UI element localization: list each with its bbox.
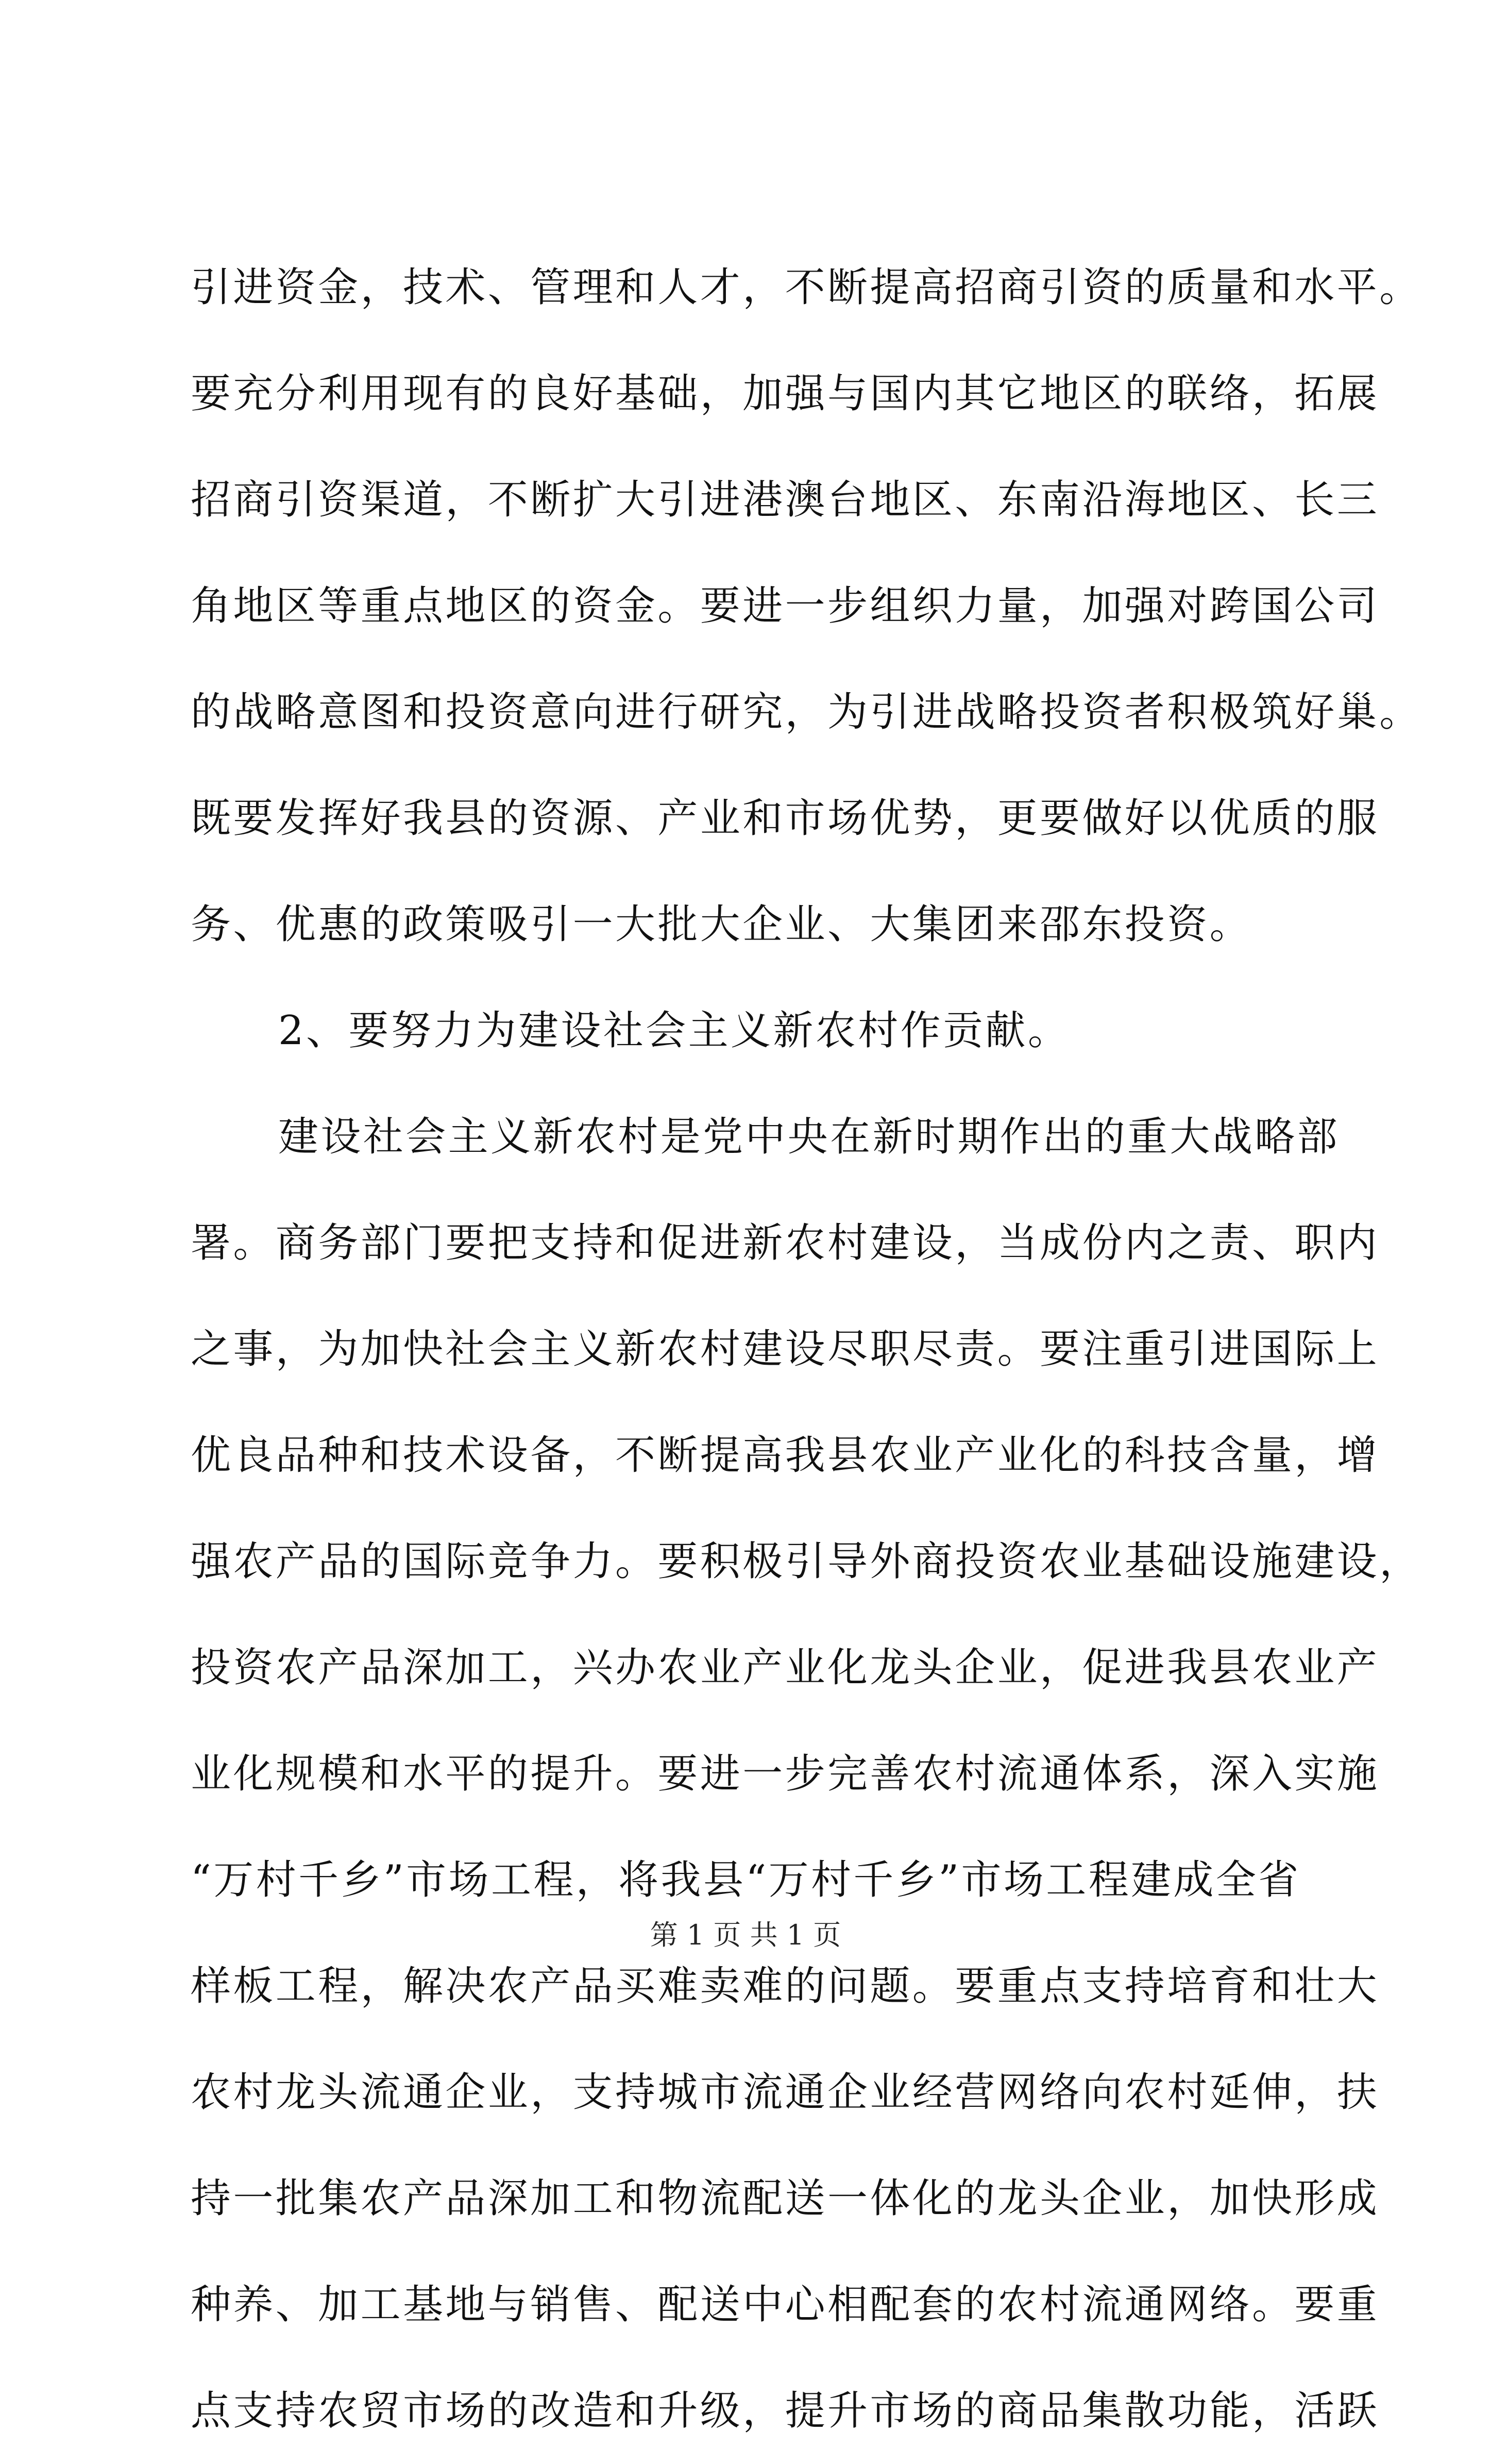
text-line: 引进资金，技术、管理和人才，不断提高招商引资的质量和水平。 — [191, 264, 1422, 311]
text-line: 要充分利用现有的良好基础，加强与国内其它地区的联络，拓展 — [191, 371, 1380, 417]
text-line: 招商引资渠道，不断扩大引进港澳台地区、东南沿海地区、长三 — [191, 477, 1380, 523]
text-line: 业化规模和水平的提升。要进一步完善农村流通体系，深入实施 — [191, 1751, 1380, 1797]
text-line: 既要发挥好我县的资源、产业和市场优势，更要做好以优质的服 — [191, 795, 1380, 842]
text-line: 投资农产品深加工，兴办农业产业化龙头企业，促进我县农业产 — [191, 1645, 1380, 1691]
text-line: 持一批集农产品深加工和物流配送一体化的龙头企业，加快形成 — [191, 2175, 1380, 2222]
text-line: 优良品种和技术设备，不断提高我县农业产业化的科技含量，增 — [191, 1432, 1380, 1479]
text-line: “万村千乡”市场工程，将我县“万村千乡”市场工程建成全省 — [191, 1857, 1301, 1903]
text-line: 2、要努力为建设社会主义新农村作贡献。 — [278, 1008, 1071, 1054]
text-line: 点支持农贸市场的改造和升级，提升市场的商品集散功能，活跃 — [191, 2388, 1380, 2434]
text-line: 样板工程，解决农产品买难卖难的问题。要重点支持培育和壮大 — [191, 1963, 1380, 2009]
text-line: 务、优惠的政策吸引一大批大企业、大集团来邵东投资。 — [191, 901, 1252, 948]
text-line: 建设社会主义新农村是党中央在新时期作出的重大战略部 — [278, 1114, 1340, 1160]
text-line: 农村龙头流通企业，支持城市流通企业经营网络向农村延伸，扶 — [191, 2069, 1380, 2116]
document-body — [191, 234, 1422, 2464]
text-line: 强农产品的国际竞争力。要积极引导外商投资农业基础设施建设， — [191, 1538, 1422, 1585]
text-line: 署。商务部门要把支持和促进新农村建设，当成份内之责、职内 — [191, 1220, 1380, 1266]
text-line: 之事，为加快社会主义新农村建设尽职尽责。要注重引进国际上 — [191, 1326, 1380, 1372]
page-footer: 第 1 页 共 1 页 — [650, 1919, 841, 1951]
text-line: 的战略意图和投资意向进行研究，为引进战略投资者积极筑好巢。 — [191, 689, 1422, 735]
text-line: 角地区等重点地区的资金。要进一步组织力量，加强对跨国公司 — [191, 583, 1380, 629]
text-line: 种养、加工基地与销售、配送中心相配套的农村流通网络。要重 — [191, 2282, 1380, 2328]
